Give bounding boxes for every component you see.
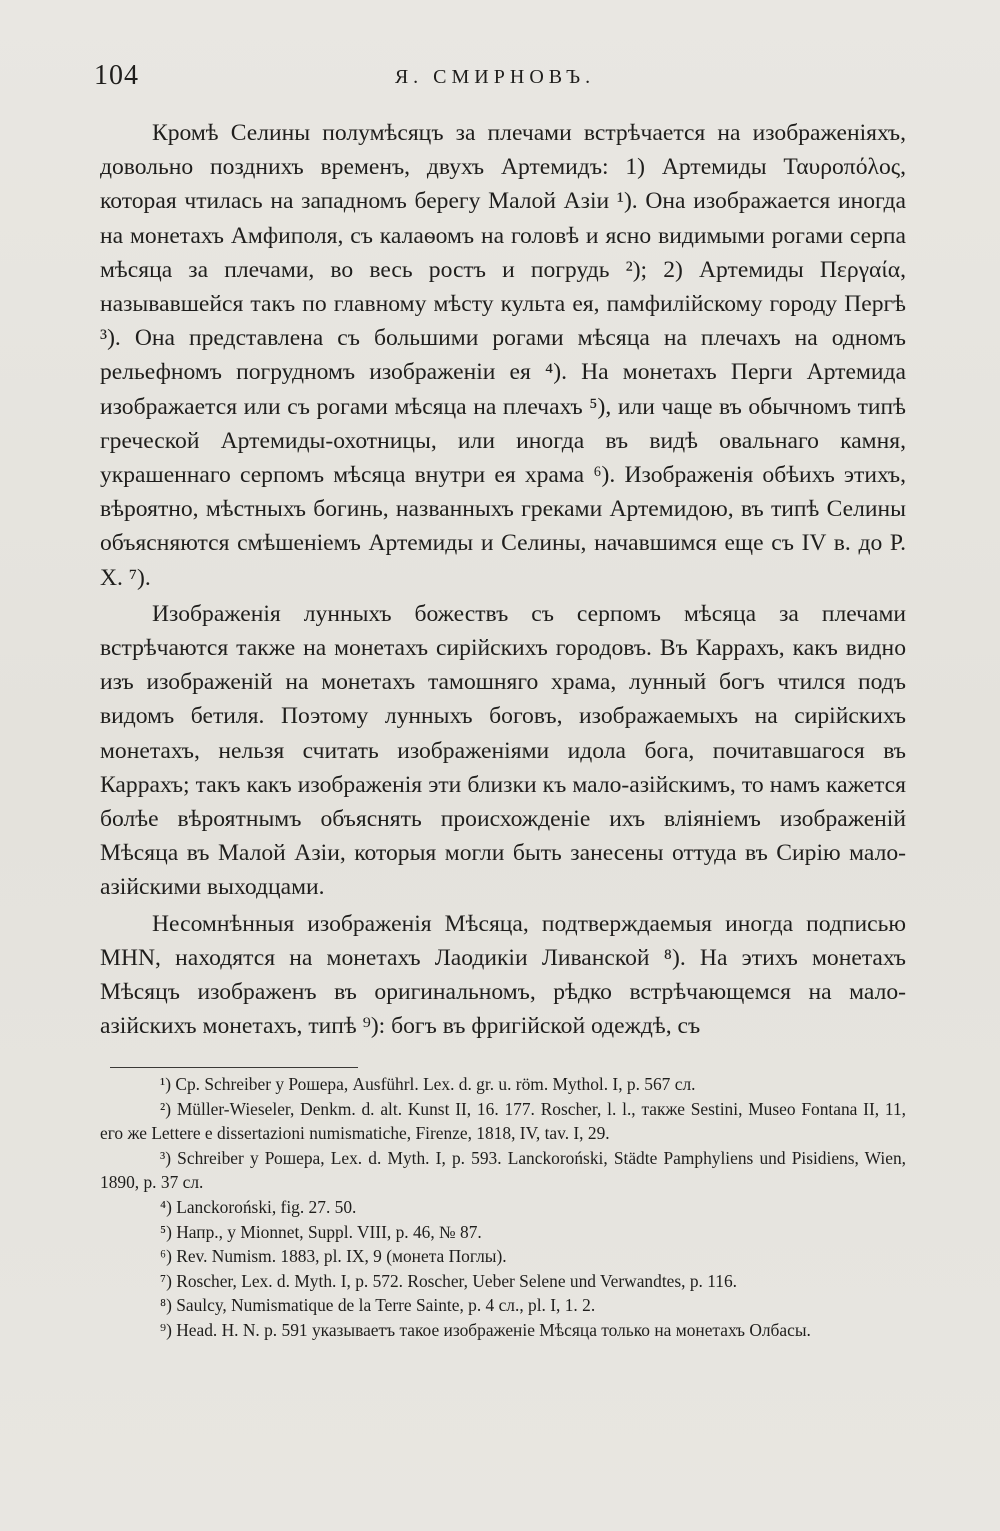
- footnotes: [100, 1072, 906, 1343]
- footnote-mark: ⁶): [160, 1246, 172, 1267]
- footnote-text: Rev. Numism. 1883, pl. IX, 9 (монета Поглы).: [176, 1246, 507, 1267]
- footnote-mark: ⁵): [160, 1221, 172, 1242]
- footnote: [100, 1318, 906, 1343]
- footnote-mark: ⁷): [160, 1270, 172, 1291]
- footnote-separator: [110, 1067, 358, 1068]
- page-number: 104: [94, 60, 139, 91]
- footnote-text: Напр., у Mionnet, Suppl. VIII, p. 46, № 87.: [176, 1221, 482, 1242]
- footnote-text: Schreiber у Рошера, Lex. d. Myth. I, p. 593. Lanckoroński, Städte Pamphyliens und Pisidiens, Wien, 1890, p. 37 сл.: [100, 1147, 906, 1193]
- footnote-mark: ⁸): [160, 1295, 172, 1316]
- footnote: [100, 1072, 906, 1097]
- main-text: [100, 116, 906, 1043]
- footnote-text: Cp. Schreiber у Рошера, Ausführl. Lex. d. gr. u. röm. Mythol. I, p. 567 сл.: [175, 1074, 696, 1094]
- footnote: [100, 1293, 906, 1318]
- footnote-text: Saulcy, Numismatique de la Terre Sainte, p. 4 сл., pl. I, 1. 2.: [176, 1295, 596, 1316]
- footnote: [100, 1195, 906, 1220]
- footnote-mark: ¹): [160, 1074, 172, 1094]
- footnote-text: Head. H. N. p. 591 указываетъ такое изображеніе Мѣсяца только на монетахъ Олбасы.: [176, 1319, 811, 1340]
- paragraph: Изображенія лунныхъ божествъ съ серпомъ мѣсяца за плечами встрѣчаются также на монетахъ сирійскихъ городовъ. Въ Каррахъ, какъ видно изъ изображеній на монетахъ тамошняго храма, лунный богъ чтился подъ видомъ бетиля. Поэтому лунныхъ боговъ, изображаемыхъ на сирійскихъ монетахъ, нельзя считать изображеніями идола бога, почитавшагося въ Каррахъ; такъ какъ изображенія эти близки къ мало-азійскимъ, то намъ кажется болѣе вѣроятнымъ объяснять происхожденіе ихъ вліяніемъ изображеній Мѣсяца въ Малой Азіи, которыя могли быть занесены оттуда въ Сирію мало-азійскими выходцами.: [100, 600, 906, 901]
- footnote-mark: ²): [160, 1098, 172, 1119]
- footnote-text: Roscher, Lex. d. Myth. I, p. 572. Roscher, Ueber Selene und Verwandtes, p. 116.: [176, 1270, 738, 1291]
- footnote-mark: ³): [160, 1147, 172, 1168]
- footnote: [100, 1097, 906, 1146]
- paragraph: Кромѣ Селины полумѣсяцъ за плечами встрѣчается на изображеніяхъ, довольно позднихъ временъ, двухъ Артемидъ: 1) Артемиды Ταυροπόλος, которая чтилась на западномъ берегу Малой Азіи ¹). Она изображается иногда на монетахъ Амфиполя, съ калаѳомъ на головѣ и ясно видимыми рогами серпа мѣсяца за плечами, во весь ростъ и погрудь ²); 2) Артемиды Περγαία, называвшейся такъ по главному мѣсту культа ея, памфилійскому городу Пергѣ ³). Она представлена съ большими рогами мѣсяца на плечахъ на одномъ рельефномъ погрудномъ изображеніи ея ⁴). На монетахъ Перги Артемида изображается или съ рогами мѣсяца на плечахъ ⁵), или чаще въ обычномъ типѣ греческой Артемиды-охотницы, или иногда въ видѣ овальнаго камня, украшеннаго серпомъ мѣсяца внутри ея храма ⁶). Изображенія обѣихъ этихъ, вѣроятно, мѣстныхъ богинь, названныхъ греками Артемидою, въ типѣ Селины объясняются смѣшеніемъ Артемиды и Селины, начавшимся еще съ IV в. до Р. Х. ⁷).: [100, 120, 906, 591]
- footnote-text: Lanckoroński, fig. 27. 50.: [176, 1196, 357, 1217]
- footnote-mark: ⁴): [160, 1196, 172, 1217]
- footnote: [100, 1269, 906, 1294]
- paragraph: Несомнѣнныя изображенія Мѣсяца, подтверждаемыя иногда подписью MHN, находятся на монетахъ Лаодикіи Ливанской ⁸). На этихъ монетахъ Мѣсяцъ изображенъ въ оригинальномъ, рѣдко встрѣчающемся на мало-азійскихъ монетахъ, типѣ ⁹): богъ въ фригійской одеждѣ, съ: [100, 910, 906, 1040]
- footnote: [100, 1244, 906, 1269]
- footnote-text: Müller-Wieseler, Denkm. d. alt. Kunst II, 16. 177. Roscher, l. l., также Sestini, Museo Fontana II, 11, его же Lettere e dissertazioni numismatiche, Firenze, 1818, IV, tav. I, 29.: [100, 1098, 907, 1144]
- footnote: [100, 1146, 906, 1195]
- page-header: [92, 60, 898, 94]
- running-head: Я. СМИРНОВЪ.: [394, 66, 596, 88]
- footnote: [100, 1220, 906, 1245]
- footnote-mark: ⁹): [160, 1319, 172, 1340]
